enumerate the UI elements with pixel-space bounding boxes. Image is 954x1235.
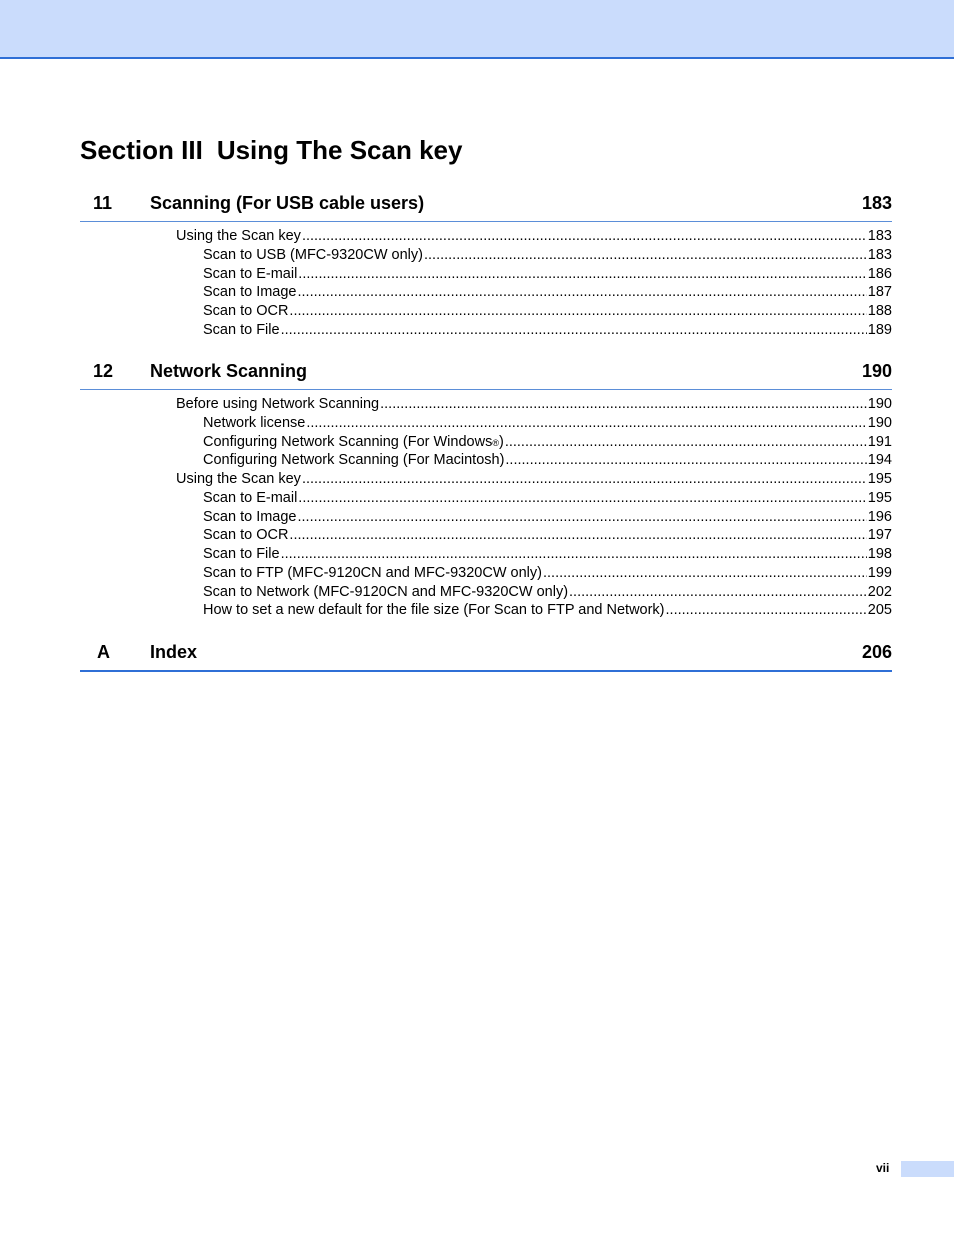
- toc-entry-page: 190: [867, 396, 892, 412]
- dot-leader: [298, 508, 867, 527]
- toc-entry[interactable]: [203, 601, 892, 620]
- toc-entry[interactable]: [203, 545, 892, 564]
- toc-entry[interactable]: [203, 321, 892, 340]
- dot-leader: [302, 470, 867, 489]
- chapter-number: 12: [93, 361, 114, 381]
- dot-leader: [298, 489, 867, 508]
- dot-leader: [298, 265, 867, 284]
- toc-entry-text: Scan to E-mail: [203, 490, 298, 506]
- dot-leader: [306, 414, 866, 433]
- toc-entry-page: 191: [867, 434, 892, 450]
- toc-entry-text: Using the Scan key: [176, 471, 301, 487]
- toc-entry[interactable]: [203, 246, 892, 265]
- chapter-page: 190: [861, 361, 892, 381]
- chapter-page: 206: [861, 642, 892, 662]
- page-number: vii: [876, 1161, 890, 1175]
- toc-entry-page: 199: [867, 565, 892, 581]
- toc-entry-text: Using the Scan key: [176, 228, 301, 244]
- chapter-page: 183: [861, 193, 892, 213]
- toc-entry[interactable]: [203, 302, 892, 321]
- dot-leader: [569, 583, 867, 602]
- toc-entry[interactable]: [203, 414, 892, 433]
- dot-leader: [505, 451, 866, 470]
- toc-entry[interactable]: [203, 526, 892, 545]
- toc-entry-page: 189: [867, 322, 892, 338]
- toc-entry-page: 187: [867, 284, 892, 300]
- toc-entry-text: Scan to E-mail: [203, 266, 298, 282]
- section-title: Using The Scan key: [216, 135, 463, 165]
- toc-entry[interactable]: [203, 451, 892, 470]
- toc-entry-text: Scan to Image: [203, 284, 297, 300]
- toc-entry[interactable]: [176, 470, 892, 489]
- dot-leader: [289, 302, 866, 321]
- section-label: Section III: [80, 135, 203, 165]
- toc-entry-page: 197: [867, 527, 892, 543]
- toc-chapter-11[interactable]: [80, 191, 892, 222]
- toc-entry-text: Scan to FTP (MFC-9120CN and MFC-9320CW only): [203, 565, 542, 581]
- toc-entry-page: 202: [867, 584, 892, 600]
- toc-entry-page: 198: [867, 546, 892, 562]
- toc-entry[interactable]: Configuring Network Scanning (For Windows ® ) ..... 191: [203, 433, 892, 452]
- toc-entry[interactable]: [203, 265, 892, 284]
- dot-leader: [289, 526, 866, 545]
- dot-leader: [380, 395, 867, 414]
- toc-entry-text: Scan to USB (MFC-9320CW only): [203, 247, 423, 263]
- dot-leader: [543, 564, 867, 583]
- toc-entry-text: Scan to OCR: [203, 527, 289, 543]
- section-heading: [80, 133, 462, 167]
- toc-entry[interactable]: [203, 564, 892, 583]
- toc-entry-text: Scan to OCR: [203, 303, 289, 319]
- toc-entry-page: 195: [867, 471, 892, 487]
- toc-entry-page: 194: [867, 452, 892, 468]
- toc-entry-text: Scan to File: [203, 322, 280, 338]
- toc-entry[interactable]: [203, 283, 892, 302]
- toc-entry-text: Before using Network Scanning: [176, 396, 380, 412]
- dot-leader: [281, 321, 867, 340]
- toc-entry-page: 183: [867, 247, 892, 263]
- toc-chapter-12[interactable]: [80, 359, 892, 390]
- dot-leader: [281, 545, 867, 564]
- dot-leader: [298, 283, 867, 302]
- toc-entry-page: 188: [867, 303, 892, 319]
- toc-entry-text: Configuring Network Scanning (For Macintosh): [203, 452, 505, 468]
- toc-entry-text: Scan to File: [203, 546, 280, 562]
- toc-entry-page: 186: [867, 266, 892, 282]
- chapter-title: Scanning (For USB cable users): [150, 193, 425, 213]
- toc-entry-page: 196: [867, 509, 892, 525]
- dot-leader: [505, 433, 867, 452]
- toc-entry-text: How to set a new default for the file size (For Scan to FTP and Network): [203, 602, 665, 618]
- toc-chapter-index[interactable]: [80, 640, 892, 672]
- toc-entry-page: 183: [867, 228, 892, 244]
- toc-entry[interactable]: [176, 227, 892, 246]
- toc-entry-text: Network license: [203, 415, 306, 431]
- toc-entry-page: 195: [867, 490, 892, 506]
- toc-entry-page: 190: [867, 415, 892, 431]
- toc-entry-text: Configuring Network Scanning (For Windows: [203, 434, 493, 450]
- dot-leader: [302, 227, 867, 246]
- toc-entry[interactable]: [203, 508, 892, 527]
- toc-entry[interactable]: [203, 489, 892, 508]
- toc-entry[interactable]: [203, 583, 892, 602]
- chapter-number: A: [97, 642, 110, 662]
- chapter-number: 11: [93, 193, 113, 213]
- chapter-title: Index: [150, 642, 198, 662]
- dot-leader: [424, 246, 867, 265]
- header-band: [0, 0, 954, 59]
- chapter-title: Network Scanning: [150, 361, 308, 381]
- toc-entry-text: Scan to Image: [203, 509, 297, 525]
- toc-entry[interactable]: [176, 395, 892, 414]
- dot-leader: [666, 601, 867, 620]
- toc-entry-text-suffix: ): [498, 434, 504, 450]
- toc-entry-text: Scan to Network (MFC-9120CN and MFC-9320CW only): [203, 584, 569, 600]
- page-corner-tab: [901, 1161, 954, 1177]
- toc-entry-page: 205: [867, 602, 892, 618]
